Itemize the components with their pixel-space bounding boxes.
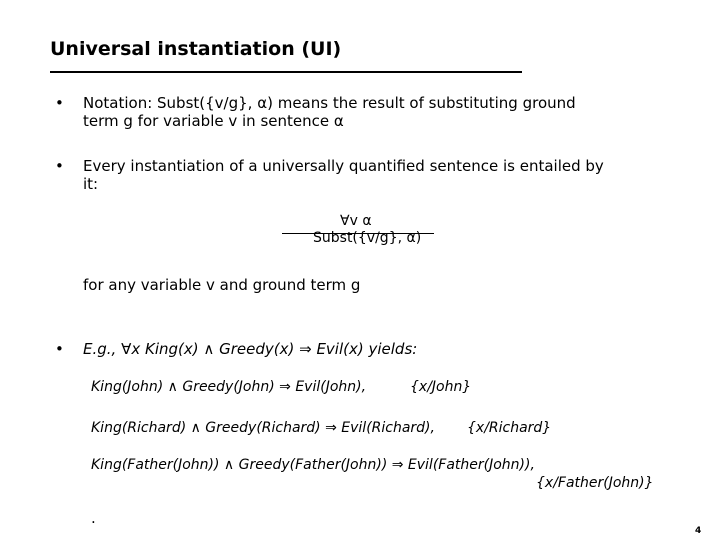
ellipsis: .	[91, 509, 96, 527]
bullet-marker: •	[55, 94, 64, 112]
slide-title: Universal instantiation (UI)	[50, 38, 342, 60]
example-sentence: King(John) ∧ Greedy(John) ⇒ Evil(John),	[91, 379, 367, 395]
example-sentence: King(Richard) ∧ Greedy(Richard) ⇒ Evil(Richard),	[91, 420, 435, 436]
example-substitution: {x/Richard}	[467, 420, 552, 436]
page-number: 4	[695, 526, 702, 536]
bullet-example-heading: E.g., ∀x King(x) ∧ Greedy(x) ⇒ Evil(x) yields:	[83, 340, 418, 358]
example-sentence: King(Father(John)) ∧ Greedy(Father(John)) ⇒ Evil(Father(John)),	[91, 457, 535, 473]
rule-premise: ∀v α	[340, 213, 372, 229]
bullet-notation-line2: term g for variable v in sentence α	[83, 112, 344, 130]
bullet-marker: •	[55, 157, 64, 175]
example-substitution: {x/Father(John)}	[536, 475, 654, 491]
rule-conclusion: Subst({v/g}, α)	[313, 230, 422, 246]
bullet-marker: •	[55, 340, 64, 358]
example-substitution: {x/John}	[410, 379, 472, 395]
bullet-instantiation-line2: it:	[83, 175, 99, 193]
title-underline	[50, 71, 522, 73]
bullet-instantiation-line1: Every instantiation of a universally quantified sentence is entailed by	[83, 157, 604, 175]
bullet-notation-line1: Notation: Subst({v/g}, α) means the result of substituting ground	[83, 94, 576, 112]
rule-note: for any variable v and ground term g	[83, 276, 361, 294]
